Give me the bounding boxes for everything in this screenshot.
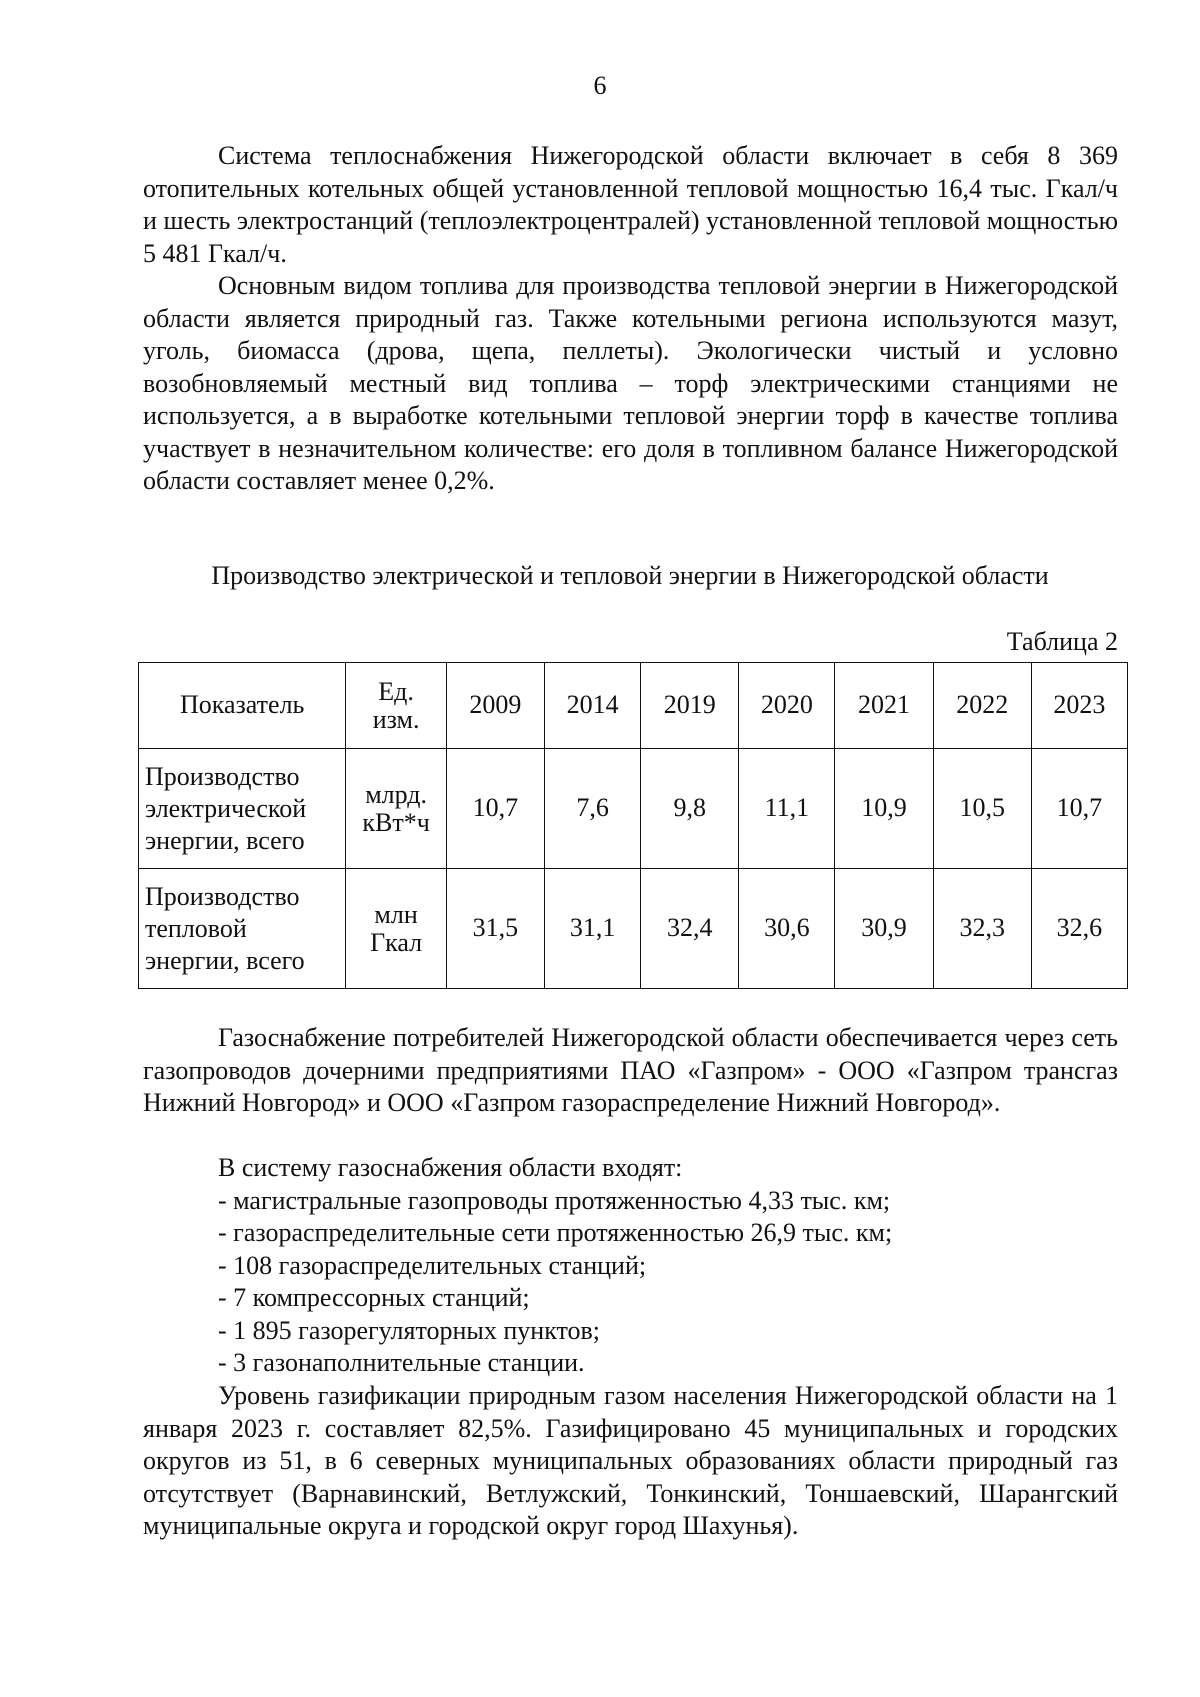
row-unit	[346, 869, 446, 989]
indicator-line: электрической	[145, 793, 307, 823]
header-year: 2019	[641, 663, 739, 749]
table-cell: 10,7	[1031, 749, 1127, 869]
header-unit-line: изм.	[372, 704, 420, 734]
table-cell: 7,6	[545, 749, 641, 869]
table-cell: 32,3	[933, 869, 1031, 989]
table-cell: 10,5	[933, 749, 1031, 869]
header-year: 2021	[835, 663, 933, 749]
row-indicator	[139, 749, 346, 869]
table-cell: 10,9	[835, 749, 933, 869]
gas-system-list	[143, 1152, 1118, 1380]
paragraph-heat-supply: Система теплоснабжения Нижегородской области включает в себя 8 369 отопительных котельных общей установленной тепловой мощностью 16,4 тыс. Гкал/ч и шесть электростанций (теплоэлектроцентралей) установленной тепловой мощностью 5 481 Гкал/ч.	[143, 141, 1118, 268]
table-cell: 30,9	[835, 869, 933, 989]
list-intro: В систему газоснабжения области входят:	[218, 1153, 683, 1182]
paragraph-fuel: Основным видом топлива для производства тепловой энергии в Нижегородской области является природный газ. Также котельными региона используются мазут, уголь, биомасса (дрова, щепа, пеллеты). Экологически чистый и условно возобновляемый местный вид топлива – торф электрическими станциями не используется, а в выработке котельными тепловой энергии торф в качестве топлива участвует в незначительном количестве: его доля в топливном балансе Нижегородской области составляет менее 0,2%.	[143, 271, 1118, 495]
indicator-line: Производство	[145, 881, 300, 911]
paragraph-gas-supply: Газоснабжение потребителей Нижегородской области обеспечивается через сеть газопроводов дочерними предприятиями ПАО «Газпром» - ООО «Газпром трансгаз Нижний Новгород» и ООО «Газпром газораспределение Нижний Новгород».	[143, 1023, 1118, 1117]
list-item: - 7 компрессорных станций;	[218, 1283, 530, 1312]
header-unit-line: Ед.	[378, 676, 414, 706]
table-cell: 31,1	[545, 869, 641, 989]
table-cell: 10,7	[446, 749, 544, 869]
unit-line: млрд.	[365, 779, 428, 809]
list-item: - газораспределительные сети протяженностью 26,9 тыс. км;	[218, 1218, 893, 1247]
list-item: - 108 газораспределительных станций;	[218, 1250, 647, 1280]
header-year: 2014	[545, 663, 641, 749]
row-indicator	[139, 869, 346, 989]
page-number: 6	[593, 71, 607, 100]
table-title: Производство электрической и тепловой энергии в Нижегородской области	[211, 561, 1049, 590]
list-item: - 3 газонаполнительные станции.	[218, 1348, 585, 1377]
table-cell: 31,5	[446, 869, 544, 989]
table-row	[139, 869, 1128, 989]
indicator-line: Производство	[145, 761, 300, 791]
unit-line: кВт*ч	[362, 807, 430, 837]
indicator-line: энергии, всего	[145, 825, 305, 855]
paragraph-gasification: Уровень газификации природным газом населения Нижегородской области на 1 января 2023 г. составляет 82,5%. Газифицировано 45 муниципальных и городских округов из 51, в 6 северных муниципальных образованиях области природный газ отсутствует (Варнавинский, Ветлужский, Тонкинский, Тоншаевский, Шарангский муниципальные округа и городской округ город Шахунья).	[143, 1381, 1118, 1540]
list-item: - 1 895 газорегуляторных пунктов;	[218, 1315, 601, 1345]
row-unit	[346, 749, 446, 869]
table-label: Таблица 2	[1006, 627, 1118, 656]
header-year: 2023	[1031, 663, 1127, 749]
header-year: 2022	[933, 663, 1031, 749]
header-year: 2009	[446, 663, 544, 749]
unit-line: млн	[374, 899, 418, 929]
list-item: - магистральные газопроводы протяженностью 4,33 тыс. км;	[218, 1185, 891, 1215]
indicator-line: энергии, всего	[145, 945, 305, 975]
unit-line: Гкал	[370, 927, 423, 957]
table-cell: 32,6	[1031, 869, 1127, 989]
indicator-line: тепловой	[145, 913, 247, 943]
header-indicator: Показатель	[139, 663, 346, 749]
header-unit	[346, 663, 446, 749]
energy-production-table	[138, 662, 1128, 989]
table-cell: 9,8	[641, 749, 739, 869]
table-cell: 32,4	[641, 869, 739, 989]
table-cell: 11,1	[739, 749, 835, 869]
table-row	[139, 749, 1128, 869]
table-header-row	[139, 663, 1128, 749]
table-cell: 30,6	[739, 869, 835, 989]
header-year: 2020	[739, 663, 835, 749]
